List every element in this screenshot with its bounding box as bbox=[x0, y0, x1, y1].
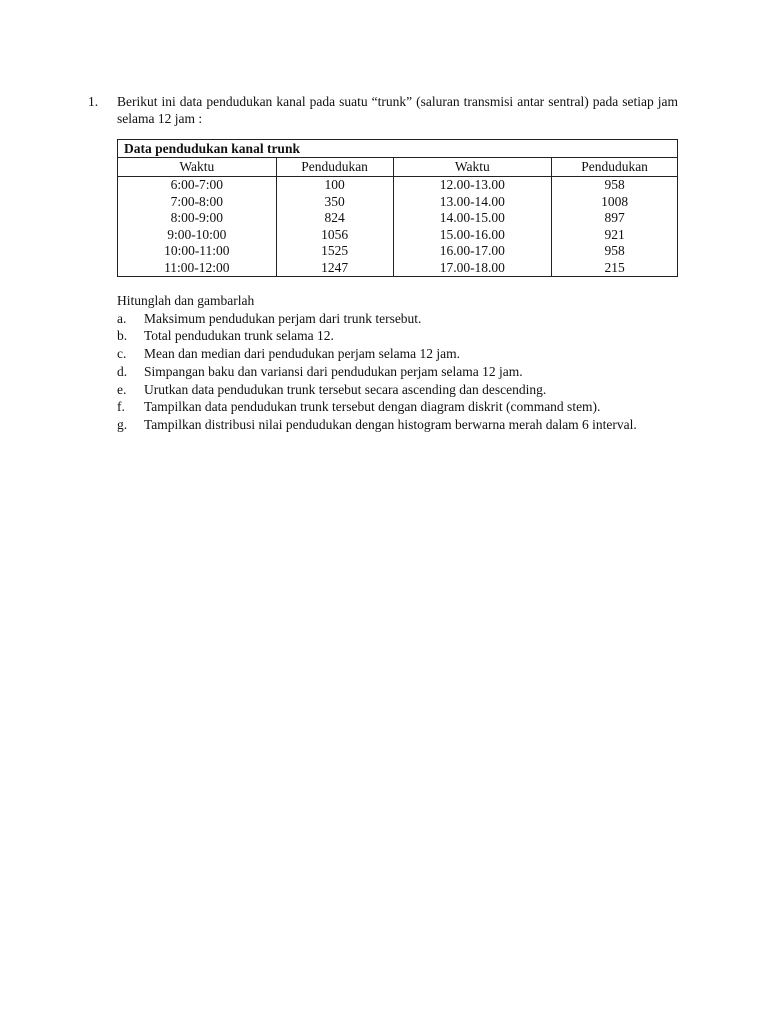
task-item-e bbox=[117, 381, 697, 399]
table-cell-occupancy: 100 bbox=[276, 177, 393, 194]
table-row bbox=[118, 243, 678, 260]
task-item-g bbox=[117, 416, 697, 434]
table-cell-occupancy: 1056 bbox=[276, 227, 393, 244]
column-header-time: Waktu bbox=[118, 158, 277, 177]
table-cell-time: 11:00-12:00 bbox=[118, 260, 277, 277]
table-cell-time: 8:00-9:00 bbox=[118, 210, 277, 227]
task-list bbox=[117, 292, 697, 434]
task-text: Total pendudukan trunk selama 12. bbox=[144, 328, 334, 344]
table-cell-time: 17.00-18.00 bbox=[393, 260, 552, 277]
task-text: Tampilkan data pendudukan trunk tersebut dengan diagram diskrit (command stem). bbox=[144, 399, 601, 415]
table-header-row bbox=[118, 158, 678, 177]
table-cell-occupancy: 1247 bbox=[276, 260, 393, 277]
task-item-d bbox=[117, 363, 697, 381]
table-cell-time: 14.00-15.00 bbox=[393, 210, 552, 227]
task-text: Simpangan baku dan variansi dari pendudukan perjam selama 12 jam. bbox=[144, 363, 523, 379]
table-cell-time: 13.00-14.00 bbox=[393, 194, 552, 211]
table-cell-time: 10:00-11:00 bbox=[118, 243, 277, 260]
column-header-time: Waktu bbox=[393, 158, 552, 177]
question-number: 1. bbox=[88, 94, 99, 109]
table-cell-occupancy: 897 bbox=[552, 210, 678, 227]
table-cell-time: 7:00-8:00 bbox=[118, 194, 277, 211]
task-letter: b. bbox=[117, 328, 128, 344]
task-text: Maksimum pendudukan perjam dari trunk tersebut. bbox=[144, 310, 422, 326]
table-cell-occupancy: 958 bbox=[552, 243, 678, 260]
table-title: Data pendudukan kanal trunk bbox=[118, 140, 678, 158]
table-row bbox=[118, 210, 678, 227]
task-letter: f. bbox=[117, 399, 125, 415]
table-cell-occupancy: 824 bbox=[276, 210, 393, 227]
question-text: Berikut ini data pendudukan kanal pada suatu “trunk” (saluran transmisi antar sentral) pada setiap jam selama 12 jam : bbox=[117, 94, 678, 126]
table-cell-occupancy: 1525 bbox=[276, 243, 393, 260]
table-cell-time: 9:00-10:00 bbox=[118, 227, 277, 244]
table-cell-occupancy: 215 bbox=[552, 260, 678, 277]
task-item-f bbox=[117, 398, 697, 416]
table-cell-occupancy: 921 bbox=[552, 227, 678, 244]
table-title-row bbox=[118, 140, 678, 158]
column-header-occupancy: Pendudukan bbox=[552, 158, 678, 177]
table-cell-time: 16.00-17.00 bbox=[393, 243, 552, 260]
task-text: Mean dan median dari pendudukan perjam selama 12 jam. bbox=[144, 346, 461, 362]
task-heading: Hitunglah dan gambarlah bbox=[117, 293, 255, 308]
table-cell-time: 12.00-13.00 bbox=[393, 177, 552, 194]
task-item-a bbox=[117, 310, 697, 328]
table-row bbox=[118, 194, 678, 211]
task-letter: c. bbox=[117, 346, 127, 362]
table-row bbox=[118, 227, 678, 244]
task-letter: e. bbox=[117, 381, 127, 397]
task-text: Tampilkan distribusi nilai pendudukan dengan histogram berwarna merah dalam 6 interval. bbox=[144, 416, 637, 432]
task-item-b bbox=[117, 327, 697, 345]
task-letter: a. bbox=[117, 310, 127, 326]
table-cell-time: 6:00-7:00 bbox=[118, 177, 277, 194]
task-item-c bbox=[117, 345, 697, 363]
table-cell-occupancy: 1008 bbox=[552, 194, 678, 211]
table-row bbox=[118, 177, 678, 194]
occupancy-table bbox=[117, 139, 678, 277]
table-cell-time: 15.00-16.00 bbox=[393, 227, 552, 244]
column-header-occupancy: Pendudukan bbox=[276, 158, 393, 177]
task-text: Urutkan data pendudukan trunk tersebut secara ascending dan descending. bbox=[144, 381, 547, 397]
table-cell-occupancy: 350 bbox=[276, 194, 393, 211]
table-cell-occupancy: 958 bbox=[552, 177, 678, 194]
task-letter: d. bbox=[117, 363, 128, 379]
table-row bbox=[118, 260, 678, 277]
task-letter: g. bbox=[117, 416, 128, 432]
